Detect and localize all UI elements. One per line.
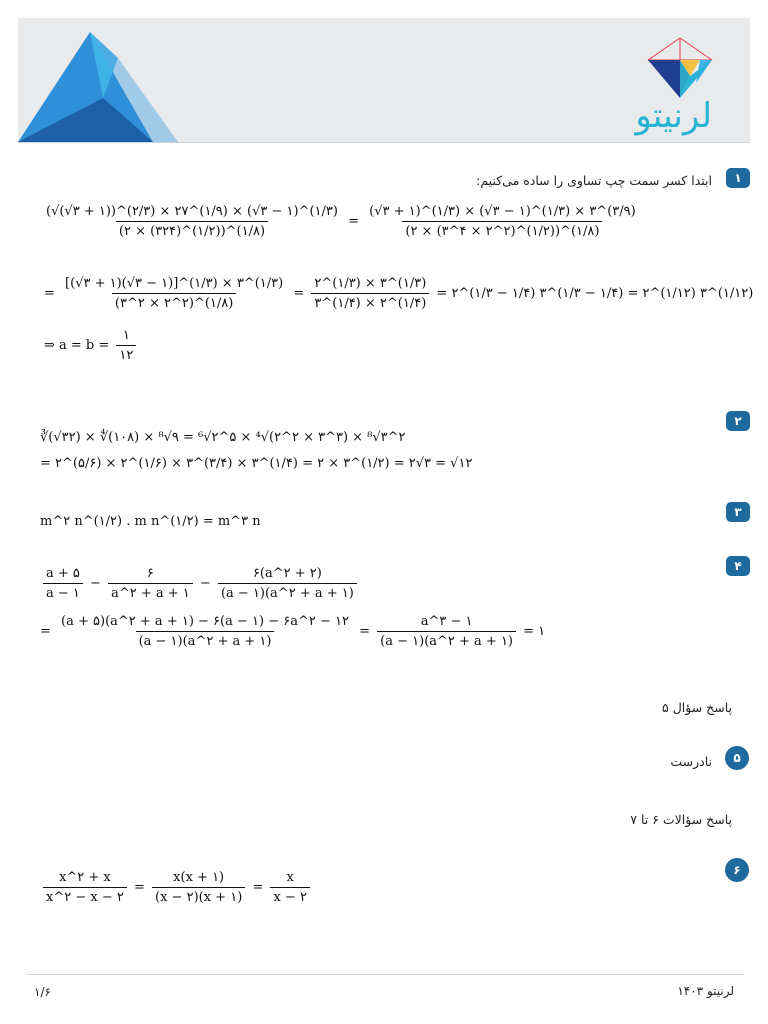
question-number-badge: ۵ <box>725 746 749 770</box>
q4-result1-denominator: (a − ۱)(a^۲ + a + ۱) <box>136 631 275 649</box>
q1-left-numerator: (√(√۳ + ۱))^(۲/۳) × ۲۷^(۱/۹) × (√۳ − ۱)^(۱/۳) <box>46 204 338 219</box>
q6-frac1-denominator: x^۲ − x − ۲ <box>43 887 127 905</box>
q2-equation-line-2: = ۲^(۵/۶) × ۲^(۱/۶) × ۳^(۳/۴) × ۳^(۱/۴) = ۲ × ۳^(۱/۲) = ۲√۳ = √۱۲ <box>40 456 473 471</box>
q5-answer: نادرست <box>670 754 712 769</box>
question-number-badge: ۴ <box>726 556 750 576</box>
page-number: ۱/۶ <box>34 985 51 999</box>
question-number-badge: ۳ <box>726 502 750 522</box>
q4-term1-denominator: a − ۱ <box>43 583 83 601</box>
section-heading-q5: پاسخ سؤال ۵ <box>662 700 732 715</box>
q1-line2-denominator: (۳^۲ × ۲^۲)^(۱/۸) <box>112 293 236 311</box>
q6-frac3-numerator: x <box>286 870 294 885</box>
q3-equation: m^۲ n^(۱/۲) . m n^(۱/۲) = m^۳ n <box>40 514 261 529</box>
q1-equation-line-1: $\frac{(√(√۳ + ۱))\^{}(۲/۳) \times ۲۷\^{}(۱/۹) \times (√۳ - ۱)\^{}(۱/۳)}{(۲ \times (۳۲۴)\^{}(۱/۲))\^{}(۱/۸)}$ = $\frac{(√۳ + ۱)\^{}(۱/۳) \times (√۳ - ۱)\^{}(۱/۳) \times ۳\^{}(۳/۹)}{(۲ \times (۳\^{}۴ \times ۲\^{}۲)\^{}(۱/۲))\^{}(۱/۸)}$ <box>40 204 642 239</box>
q1-equation-line-2: = $\frac{[(√۳ + ۱)(√۳ - ۱)]\^{}(۱/۳) \times ۳\^{}(۱/۳)}{(۳\^{}۲ \times ۲\^{}۲)\^{}(۱/۸)}$ = $\frac{۲\^{}(۱/۳) \times ۳\^{}(۱/۳)}{۳\^{}(۱/۴) \times ۲\^{}(۱/۴)}$ = ۲^(۱/۳ − ۱/۴) ۳^(۱/۳ − ۱/۴) = ۲^(۱/۱۲) ۳^(۱/۱۲) <box>44 276 754 311</box>
q1-conclusion-denominator: ۱۲ <box>116 345 136 363</box>
q4-result1-numerator: (a + ۵)(a^۲ + a + ۱) − ۶(a − ۱) − ۶a^۲ − ۱۲ <box>61 614 349 629</box>
q6-frac2-numerator: x(x + ۱) <box>173 870 225 885</box>
question-number-badge: ۱ <box>726 168 750 188</box>
q1-right-denominator: (۲ × (۳^۴ × ۲^۲)^(۱/۲))^(۱/۸) <box>402 221 602 239</box>
q1-conclusion-numerator: ۱ <box>122 328 130 343</box>
q4-equation-line-1: $\frac{a + ۵}{a - ۱}$ − $\frac{۶}{a\^{}۲ + a + ۱}$ − $\frac{۶(a\^{}۲ + ۲)}{(a - ۱)(a\^{}۲ + a + ۱)}$ <box>40 566 360 601</box>
q1-line2-rest: = ۲^(۱/۳ − ۱/۴) ۳^(۱/۳ − ۱/۴) = ۲^(۱/۱۲) ۳^(۱/۱۲) <box>436 286 754 301</box>
q4-term3-numerator: ۶(a^۲ + ۲) <box>252 566 322 581</box>
q1-line2-mid-numerator: ۲^(۱/۳) × ۳^(۱/۳) <box>314 276 427 291</box>
q6-frac2-denominator: (x − ۲)(x + ۱) <box>152 887 245 905</box>
q1-line2-mid-denominator: ۳^(۱/۴) × ۲^(۱/۴) <box>311 293 429 311</box>
question-number-badge: ۶ <box>725 858 749 882</box>
section-heading-q6-7: پاسخ سؤالات ۶ تا ۷ <box>630 812 732 827</box>
footer-brand-year: لرنیتو ۱۴۰۳ <box>677 984 734 998</box>
q4-result2-numerator: a^۳ − ۱ <box>420 614 473 629</box>
q4-term2-denominator: a^۲ + a + ۱ <box>108 583 193 601</box>
q1-conclusion <box>44 328 139 363</box>
q4-term2-numerator: ۶ <box>146 566 154 581</box>
q1-right-numerator: (√۳ + ۱)^(۱/۳) × (√۳ − ۱)^(۱/۳) × ۳^(۳/۹) <box>369 204 636 219</box>
q2-equation-line-1: ∛(√۳۲) × ∜(۱۰۸) × ⁸√۹ = ⁶√۲^۵ × ⁴√(۲^۲ × ۳^۳) × ⁸√۳^۲ <box>40 430 406 445</box>
footer-divider <box>26 974 744 975</box>
question-number-badge: ۲ <box>726 411 750 431</box>
brand-wordmark: لرنیتو <box>635 96 712 136</box>
q1-line2-numerator: [(√۳ + ۱)(√۳ − ۱)]^(۱/۳) × ۳^(۱/۳) <box>65 276 284 291</box>
q4-result2-denominator: (a − ۱)(a^۲ + a + ۱) <box>377 631 516 649</box>
q1-conclusion-prefix: ⇒ a = b = <box>44 338 110 353</box>
q6-equation: $\frac{x\^{}۲ + x}{x\^{}۲ - x - ۲}$ = $\frac{x(x + ۱)}{(x - ۲)(x + ۱)}$ = $\frac{x}{x - ۲}$ <box>40 870 313 905</box>
q4-term3-denominator: (a − ۱)(a^۲ + a + ۱) <box>218 583 357 601</box>
q1-left-denominator: (۲ × (۳۲۴)^(۱/۲))^(۱/۸) <box>116 221 268 239</box>
question-intro-text: ابتدا کسر سمت چپ تساوی را ساده می‌کنیم: <box>476 173 712 188</box>
q4-final-result: = ۱ <box>523 624 546 639</box>
q6-frac1-numerator: x^۲ + x <box>59 870 111 885</box>
page-header <box>18 18 750 142</box>
q4-equation-line-2: = $\frac{(a + ۵)(a\^{}۲ + a + ۱) - ۶(a - ۱) - ۶a\^{}۲ - ۱۲}{(a - ۱)(a\^{}۲ + a + ۱)}$ = $\frac{a\^{}۳ - ۱}{(a - ۱)(a\^{}۲ + a + ۱)}$ = ۱ <box>40 614 546 649</box>
header-divider <box>18 142 750 143</box>
q4-term1-numerator: a + ۵ <box>46 566 80 581</box>
q6-frac3-denominator: x − ۲ <box>270 887 309 905</box>
